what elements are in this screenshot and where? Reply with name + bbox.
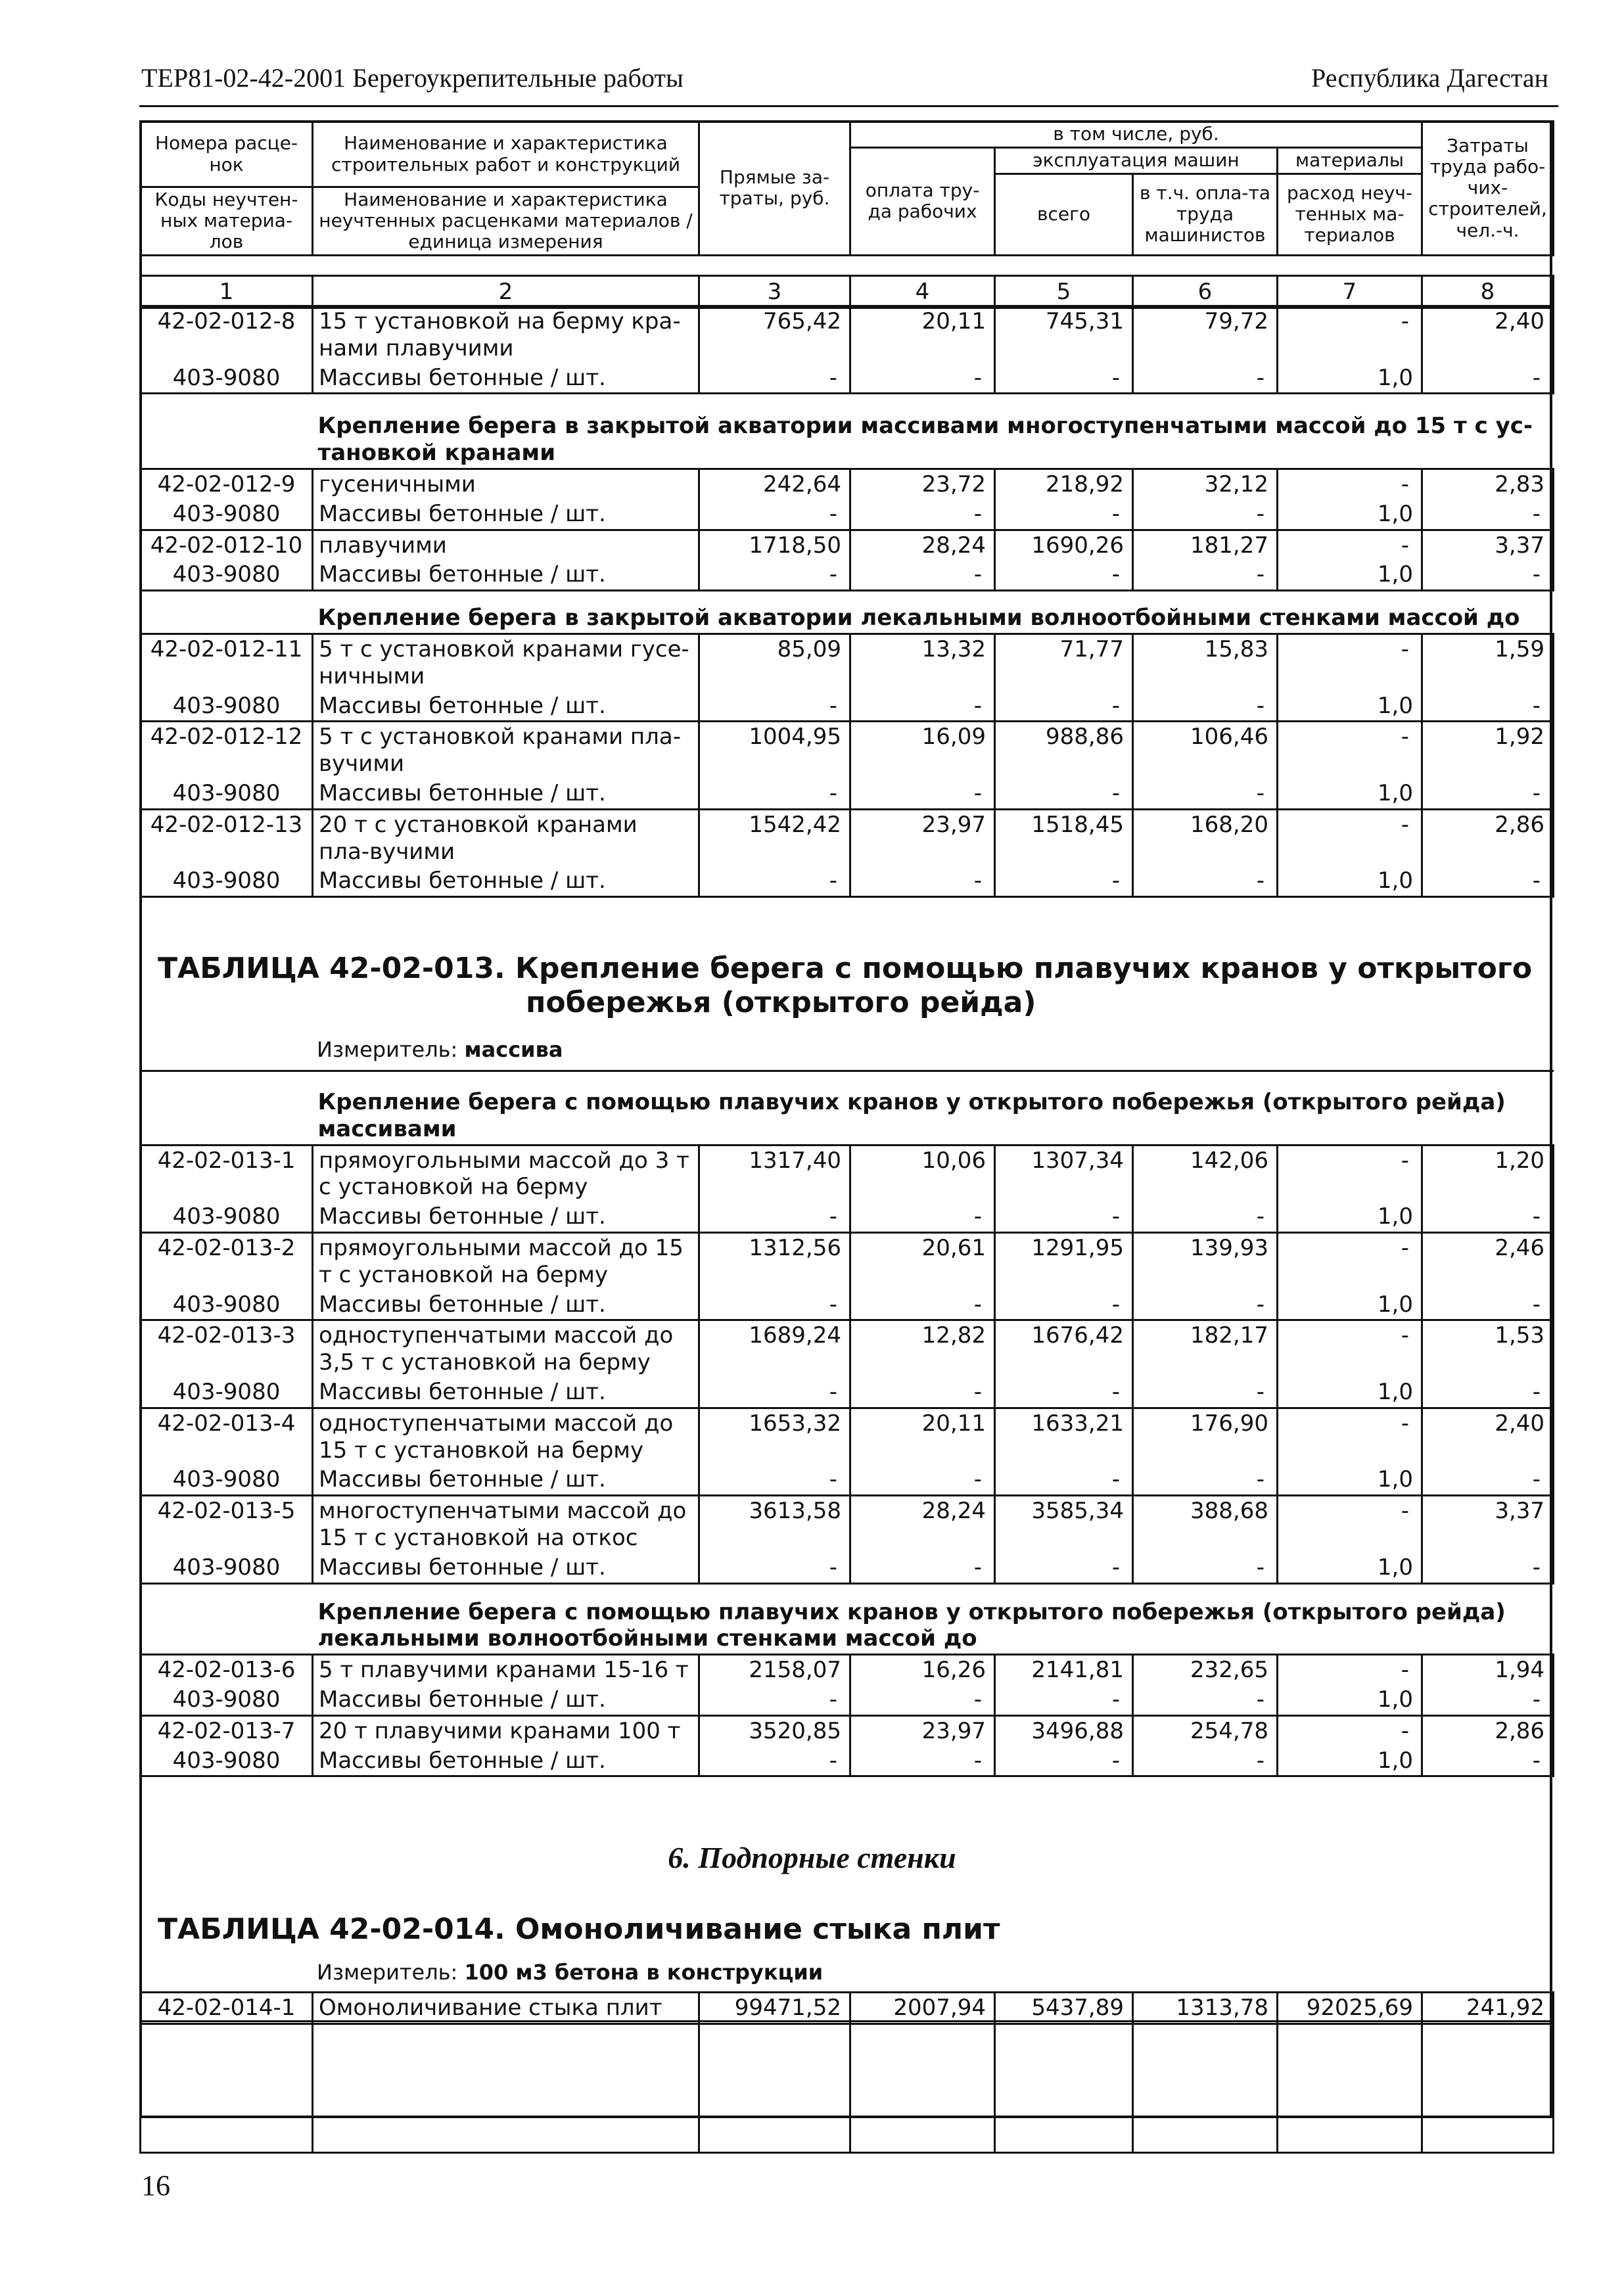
material-row: [141, 1377, 1554, 1408]
cell-value: -: [1278, 530, 1422, 560]
material-code: 403-9080: [141, 560, 313, 590]
cell-value: 1,0: [1278, 1553, 1422, 1583]
cell-value: -: [995, 499, 1133, 530]
cell-value: 182,17: [1133, 1320, 1278, 1377]
cell-value: -: [699, 1746, 850, 1776]
running-header-title: ТЕР81-02-42-2001 Берегоукрепительные работы: [141, 63, 684, 93]
cell-value: 2,86: [1422, 1715, 1554, 1746]
cell-value: -: [699, 1465, 850, 1495]
material-name: Массивы бетонные / шт.: [313, 1746, 699, 1776]
cell-value: 1,0: [1278, 1685, 1422, 1715]
col-number: 6: [1133, 276, 1278, 308]
cell-value: 1690,26: [995, 530, 1133, 560]
section-subtitle: 6. Подпорные стенки: [668, 1841, 956, 1874]
table-row: [141, 469, 1554, 499]
rate-code: 42-02-013-4: [141, 1408, 313, 1465]
cell-value: -: [850, 1685, 995, 1715]
table-row: [141, 1715, 1554, 1746]
cell-value: 1,94: [1422, 1655, 1554, 1685]
cell-value: 3496,88: [995, 1715, 1133, 1746]
col-header-material-codes: Коды неучтен-ных материа-лов: [141, 187, 313, 256]
col-number: 2: [313, 276, 699, 308]
col-header-material-use: расход неуч-тенных ма-териалов: [1278, 174, 1422, 256]
cell-value: -: [699, 560, 850, 590]
cell-value: 20,11: [850, 306, 995, 363]
work-name: 15 т установкой на берму кра-нами плавучими: [313, 306, 699, 363]
cell-value: 2,46: [1422, 1232, 1554, 1289]
work-name: многоступенчатыми массой до 15 т с установкой на откос: [313, 1496, 699, 1553]
cell-value: 1,0: [1278, 560, 1422, 590]
work-name: 5 т с установкой кранами пла-вучими: [313, 722, 699, 779]
table-row: [141, 1993, 1554, 2024]
cell-value: -: [850, 363, 995, 394]
cell-value: 13,32: [850, 634, 995, 691]
cell-value: 1,0: [1278, 1377, 1422, 1408]
column-numbers: [139, 275, 1554, 309]
material-row: [141, 1465, 1554, 1495]
cell-value: 16,09: [850, 722, 995, 779]
material-row: [141, 1685, 1554, 1715]
col-number: 1: [141, 276, 313, 308]
cell-value: 218,92: [995, 469, 1133, 499]
material-name: Массивы бетонные / шт.: [313, 1377, 699, 1408]
cell-value: -: [850, 866, 995, 896]
material-code: 403-9080: [141, 866, 313, 896]
work-name: одноступенчатыми массой до 3,5 т с установкой на берму: [313, 1320, 699, 1377]
cell-value: -: [1133, 560, 1278, 590]
material-name: Массивы бетонные / шт.: [313, 866, 699, 896]
cell-value: 242,64: [699, 469, 850, 499]
cell-value: 23,97: [850, 1715, 995, 1746]
section-heading: Крепление берега в закрытой акватории массивами многоступенчатыми массой до 15 т с ус-тановкой кранами: [317, 413, 1533, 467]
material-row: [141, 1290, 1554, 1320]
cell-value: 1291,95: [995, 1232, 1133, 1289]
cell-value: -: [995, 691, 1133, 722]
cell-value: 745,31: [995, 306, 1133, 363]
table-row: [141, 1145, 1554, 1202]
table-row: [141, 1232, 1554, 1289]
material-code: 403-9080: [141, 1553, 313, 1583]
cell-value: -: [699, 1685, 850, 1715]
col-header-materials: материалы: [1278, 148, 1422, 174]
work-name: 5 т с установкой кранами гусе-ничными: [313, 634, 699, 691]
rate-code: 42-02-013-6: [141, 1655, 313, 1685]
material-name: Массивы бетонные / шт.: [313, 363, 699, 394]
cell-value: 20,11: [850, 1408, 995, 1465]
material-code: 403-9080: [141, 1290, 313, 1320]
cell-value: -: [699, 1290, 850, 1320]
cell-value: 1,0: [1278, 363, 1422, 394]
cell-value: 2007,94: [850, 1993, 995, 2024]
cell-value: -: [1133, 1685, 1278, 1715]
rate-code: 42-02-012-12: [141, 722, 313, 779]
rate-code: 42-02-014-1: [141, 1993, 313, 2024]
cell-value: -: [995, 363, 1133, 394]
meter-value: массива: [464, 1037, 563, 1062]
cell-value: 2,40: [1422, 306, 1554, 363]
cell-value: -: [699, 691, 850, 722]
cell-value: 1313,78: [1133, 1993, 1278, 2024]
material-code: 403-9080: [141, 1202, 313, 1232]
meter-value: 100 м3 бетона в конструкции: [464, 1960, 824, 1985]
table-012-body: [139, 305, 1554, 898]
material-name: Массивы бетонные / шт.: [313, 691, 699, 722]
table-013-meter: [317, 1037, 563, 1062]
cell-value: -: [699, 363, 850, 394]
cell-value: 1,0: [1278, 499, 1422, 530]
table-013-title: ТАБЛИЦА 42-02-013. Крепление берега с помощью плавучих кранов у открытого: [158, 952, 1533, 985]
cell-value: -: [1278, 1715, 1422, 1746]
cell-value: -: [699, 866, 850, 896]
cell-value: -: [1422, 499, 1554, 530]
rate-code: 42-02-012-10: [141, 530, 313, 560]
col-header-work-name: Наименование и характеристика строительных работ и конструкций: [313, 122, 699, 187]
material-code: 403-9080: [141, 499, 313, 530]
col-header-operator-pay: в т.ч. опла-та труда машинистов: [1133, 174, 1278, 256]
material-name: Массивы бетонные / шт.: [313, 1465, 699, 1495]
material-name: Массивы бетонные / шт.: [313, 560, 699, 590]
cell-value: 2141,81: [995, 1655, 1133, 1685]
cell-value: 1518,45: [995, 809, 1133, 866]
work-name: одноступенчатыми массой до 15 т с установкой на берму: [313, 1408, 699, 1465]
cell-value: 1,0: [1278, 1202, 1422, 1232]
cell-value: -: [850, 1202, 995, 1232]
cell-value: -: [699, 499, 850, 530]
col-number: 3: [699, 276, 850, 308]
work-name: 5 т плавучими кранами 15-16 т: [313, 1655, 699, 1685]
rate-code: 42-02-012-11: [141, 634, 313, 691]
cell-value: 20,61: [850, 1232, 995, 1289]
cell-value: -: [1278, 1655, 1422, 1685]
cell-value: 1312,56: [699, 1232, 850, 1289]
table-014-meter: [317, 1960, 823, 1985]
col-number: 8: [1422, 276, 1554, 308]
cell-value: -: [1278, 469, 1422, 499]
cell-value: 765,42: [699, 306, 850, 363]
col-header-worker-pay: оплата тру-да рабочих: [850, 148, 995, 256]
cell-value: 10,06: [850, 1145, 995, 1202]
cell-value: 2,40: [1422, 1408, 1554, 1465]
cell-value: -: [850, 1290, 995, 1320]
material-row: [141, 1746, 1554, 1776]
table-row: [141, 1408, 1554, 1465]
material-row: [141, 779, 1554, 809]
material-row: [141, 363, 1554, 394]
cell-value: 3585,34: [995, 1496, 1133, 1553]
material-row: [141, 866, 1554, 896]
cell-value: 1004,95: [699, 722, 850, 779]
cell-value: -: [850, 1553, 995, 1583]
cell-value: 1676,42: [995, 1320, 1133, 1377]
cell-value: -: [850, 499, 995, 530]
cell-value: -: [1422, 560, 1554, 590]
cell-value: 106,46: [1133, 722, 1278, 779]
table-row: [141, 634, 1554, 691]
work-name: прямоугольными массой до 3 т с установкой на берму: [313, 1145, 699, 1202]
cell-value: -: [1422, 1685, 1554, 1715]
cell-value: 1,0: [1278, 691, 1422, 722]
cell-value: 2,83: [1422, 469, 1554, 499]
material-code: 403-9080: [141, 363, 313, 394]
material-row: [141, 499, 1554, 530]
cell-value: 1633,21: [995, 1408, 1133, 1465]
rate-code: 42-02-012-9: [141, 469, 313, 499]
table-row: [141, 1320, 1554, 1377]
col-header-direct-costs: Прямые за-траты, руб.: [699, 122, 850, 256]
cell-value: -: [1133, 1465, 1278, 1495]
table-row: [141, 306, 1554, 363]
cell-value: 1,0: [1278, 1746, 1422, 1776]
cell-value: 142,06: [1133, 1145, 1278, 1202]
material-code: 403-9080: [141, 1746, 313, 1776]
rate-code: 42-02-013-3: [141, 1320, 313, 1377]
cell-value: 988,86: [995, 722, 1133, 779]
cell-value: -: [699, 1377, 850, 1408]
work-name: плавучими: [313, 530, 699, 560]
table-013-body: [139, 1070, 1554, 1777]
cell-value: 388,68: [1133, 1496, 1278, 1553]
cell-value: 1,92: [1422, 722, 1554, 779]
material-code: 403-9080: [141, 691, 313, 722]
cell-value: -: [850, 1377, 995, 1408]
cell-value: 1,0: [1278, 1290, 1422, 1320]
work-name: 20 т с установкой кранами пла-вучими: [313, 809, 699, 866]
cell-value: -: [850, 779, 995, 809]
table-014-empty-rows: [139, 2020, 1554, 2154]
cell-value: 85,09: [699, 634, 850, 691]
cell-value: -: [1278, 809, 1422, 866]
col-number: 5: [995, 276, 1133, 308]
cell-value: -: [1133, 363, 1278, 394]
cell-value: -: [1133, 866, 1278, 896]
rate-code: 42-02-013-5: [141, 1496, 313, 1553]
cell-value: 1,0: [1278, 779, 1422, 809]
cell-value: 232,65: [1133, 1655, 1278, 1685]
material-code: 403-9080: [141, 1685, 313, 1715]
cell-value: -: [1133, 1553, 1278, 1583]
cell-value: 1653,32: [699, 1408, 850, 1465]
cell-value: 92025,69: [1278, 1993, 1422, 2024]
cell-value: 241,92: [1422, 1993, 1554, 2024]
cell-value: -: [1133, 1746, 1278, 1776]
cell-value: -: [995, 1746, 1133, 1776]
cell-value: 79,72: [1133, 306, 1278, 363]
cell-value: -: [1133, 1377, 1278, 1408]
cell-value: 168,20: [1133, 809, 1278, 866]
rate-code: 42-02-012-8: [141, 306, 313, 363]
table-013-title-cont: побережья (открытого рейда): [526, 986, 1036, 1019]
cell-value: 1,0: [1278, 1465, 1422, 1495]
page-number: 16: [141, 2169, 170, 2202]
cell-value: 16,26: [850, 1655, 995, 1685]
material-name: Массивы бетонные / шт.: [313, 1553, 699, 1583]
section-heading: Крепление берега с помощью плавучих кранов у открытого побережья (открытого рейда) массивами: [313, 1071, 1554, 1146]
work-name: 20 т плавучими кранами 100 т: [313, 1715, 699, 1746]
cell-value: 1,20: [1422, 1145, 1554, 1202]
cell-value: -: [1278, 1145, 1422, 1202]
cell-value: 23,72: [850, 469, 995, 499]
cell-value: 254,78: [1133, 1715, 1278, 1746]
material-name: Массивы бетонные / шт.: [313, 1290, 699, 1320]
cell-value: -: [1278, 1232, 1422, 1289]
cell-value: 28,24: [850, 1496, 995, 1553]
cell-value: -: [1133, 499, 1278, 530]
cell-value: -: [1422, 1202, 1554, 1232]
material-code: 403-9080: [141, 1465, 313, 1495]
rate-code: 42-02-013-7: [141, 1715, 313, 1746]
material-code: 403-9080: [141, 779, 313, 809]
col-number: 4: [850, 276, 995, 308]
section-heading-row: [141, 591, 1554, 634]
meter-label: Измеритель:: [317, 1960, 458, 1985]
cell-value: 32,12: [1133, 469, 1278, 499]
cell-value: -: [995, 1202, 1133, 1232]
cell-value: 99471,52: [699, 1993, 850, 2024]
col-header-machines: эксплуатация машин: [995, 148, 1278, 174]
rate-code: 42-02-012-13: [141, 809, 313, 866]
cell-value: -: [995, 1553, 1133, 1583]
rate-code: 42-02-013-2: [141, 1232, 313, 1289]
cell-value: 2,86: [1422, 809, 1554, 866]
cell-value: 1317,40: [699, 1145, 850, 1202]
cell-value: 176,90: [1133, 1408, 1278, 1465]
cell-value: -: [1278, 306, 1422, 363]
table-row: [141, 1496, 1554, 1553]
cell-value: 2158,07: [699, 1655, 850, 1685]
cell-value: -: [699, 779, 850, 809]
table-014-title: ТАБЛИЦА 42-02-014. Омоноличивание стыка плит: [158, 1912, 1000, 1946]
section-heading: Крепление берега с помощью плавучих кранов у открытого побережья (открытого рейда) лекальными волноотбойными стенками массой до: [317, 1598, 1506, 1652]
column-header: [139, 120, 1554, 256]
table-row: [141, 1655, 1554, 1685]
cell-value: -: [1278, 1496, 1422, 1553]
cell-value: -: [995, 1685, 1133, 1715]
section-heading-row: [141, 1583, 1554, 1655]
cell-value: -: [995, 1290, 1133, 1320]
cell-value: -: [1422, 363, 1554, 394]
cell-value: -: [1133, 1290, 1278, 1320]
material-name: Массивы бетонные / шт.: [313, 779, 699, 809]
cell-value: 1542,42: [699, 809, 850, 866]
header-rule: [139, 105, 1558, 107]
material-name: Массивы бетонные / шт.: [313, 1685, 699, 1715]
cell-value: -: [850, 691, 995, 722]
cell-value: 1,53: [1422, 1320, 1554, 1377]
col-header-rate-numbers: Номера расце-нок: [141, 122, 313, 187]
cell-value: -: [995, 866, 1133, 896]
material-name: Массивы бетонные / шт.: [313, 499, 699, 530]
cell-value: 1689,24: [699, 1320, 850, 1377]
rate-code: 42-02-013-1: [141, 1145, 313, 1202]
section-heading-row: [141, 1071, 1554, 1146]
work-name: прямоугольными массой до 15 т с установкой на берму: [313, 1232, 699, 1289]
work-name: гусеничными: [313, 469, 699, 499]
cell-value: 5437,89: [995, 1993, 1133, 2024]
material-row: [141, 691, 1554, 722]
cell-value: 3613,58: [699, 1496, 850, 1553]
cell-value: -: [1278, 722, 1422, 779]
cell-value: 1,0: [1278, 866, 1422, 896]
cell-value: 15,83: [1133, 634, 1278, 691]
col-header-including: в том числе, руб.: [850, 122, 1422, 148]
cell-value: -: [699, 1202, 850, 1232]
col-number: 7: [1278, 276, 1422, 308]
cell-value: -: [1133, 779, 1278, 809]
material-name: Массивы бетонные / шт.: [313, 1202, 699, 1232]
material-row: [141, 1202, 1554, 1232]
cell-value: 181,27: [1133, 530, 1278, 560]
cell-value: -: [699, 1553, 850, 1583]
cell-value: -: [1278, 1320, 1422, 1377]
table-row: [141, 530, 1554, 560]
cell-value: 1,59: [1422, 634, 1554, 691]
meter-label: Измеритель:: [317, 1037, 458, 1062]
cell-value: -: [1133, 691, 1278, 722]
cell-value: 28,24: [850, 530, 995, 560]
col-header-machines-total: всего: [995, 174, 1133, 256]
cell-value: -: [1422, 1290, 1554, 1320]
cell-value: 1307,34: [995, 1145, 1133, 1202]
cell-value: -: [1422, 1377, 1554, 1408]
cell-value: -: [995, 779, 1133, 809]
cell-value: 71,77: [995, 634, 1133, 691]
cell-value: -: [1422, 691, 1554, 722]
col-header-labor: Затраты труда рабо-чих-строителей, чел.-ч.: [1422, 122, 1554, 256]
cell-value: -: [1278, 1408, 1422, 1465]
running-header-region: Республика Дагестан: [1311, 63, 1548, 93]
table-row: [141, 722, 1554, 779]
cell-value: -: [1422, 1553, 1554, 1583]
section-heading: Крепление берега в закрытой акватории лекальными волноотбойными стенками массой до: [317, 605, 1520, 632]
cell-value: 3520,85: [699, 1715, 850, 1746]
cell-value: -: [995, 560, 1133, 590]
cell-value: -: [1422, 866, 1554, 896]
cell-value: 12,82: [850, 1320, 995, 1377]
col-header-material-name: Наименование и характеристика неучтенных расценками материалов / единица измерения: [313, 187, 699, 256]
work-name: Омоноличивание стыка плит: [313, 1993, 699, 2024]
cell-value: -: [850, 560, 995, 590]
table-row: [141, 809, 1554, 866]
cell-value: -: [1422, 779, 1554, 809]
cell-value: 23,97: [850, 809, 995, 866]
cell-value: -: [1422, 1746, 1554, 1776]
material-code: 403-9080: [141, 1377, 313, 1408]
cell-value: 139,93: [1133, 1232, 1278, 1289]
cell-value: 3,37: [1422, 1496, 1554, 1553]
section-heading-row: [141, 394, 1554, 469]
cell-value: -: [1278, 634, 1422, 691]
cell-value: -: [850, 1746, 995, 1776]
cell-value: -: [850, 1465, 995, 1495]
material-row: [141, 1553, 1554, 1583]
material-row: [141, 560, 1554, 590]
cell-value: -: [1133, 1202, 1278, 1232]
cell-value: -: [995, 1377, 1133, 1408]
cell-value: -: [1422, 1465, 1554, 1495]
cell-value: -: [995, 1465, 1133, 1495]
cell-value: 3,37: [1422, 530, 1554, 560]
cell-value: 1718,50: [699, 530, 850, 560]
